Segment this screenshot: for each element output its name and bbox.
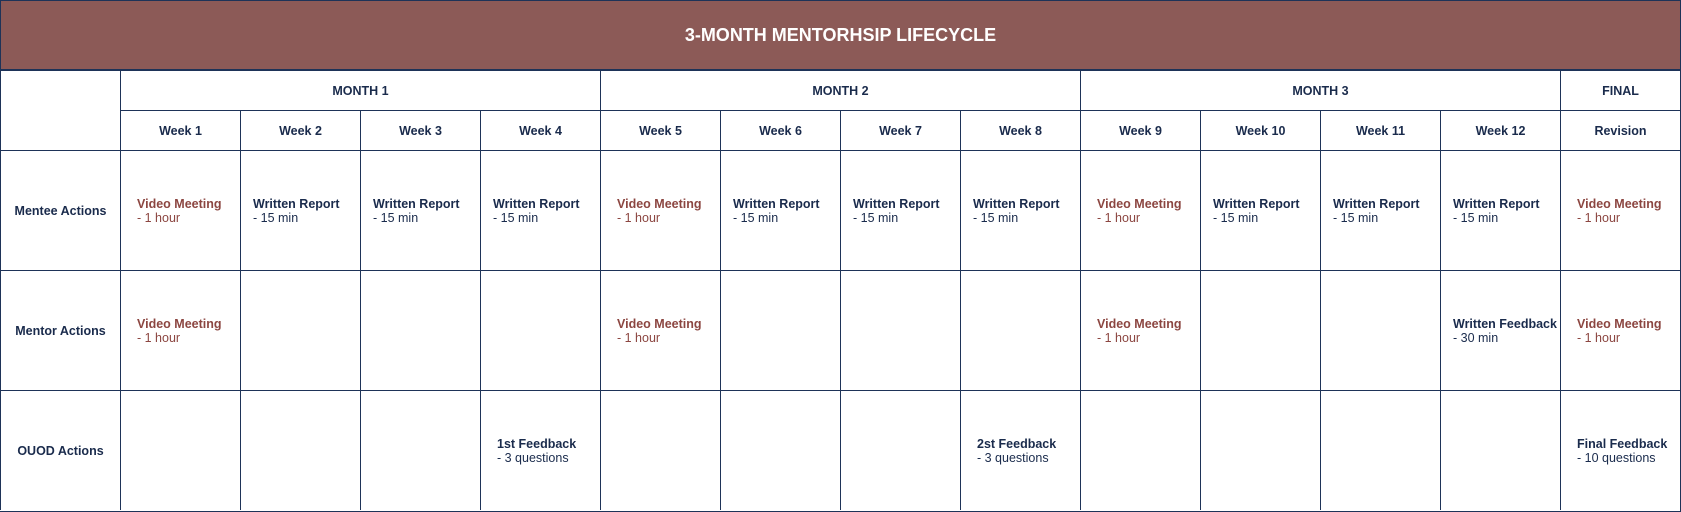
action-duration: - 3 questions <box>977 450 1049 465</box>
week-header-week-6: Week 6 <box>720 110 840 150</box>
action-cell <box>120 270 240 390</box>
week-header-week-1: Week 1 <box>120 110 240 150</box>
action-cell <box>1320 150 1440 270</box>
action-cell <box>720 150 840 270</box>
action-title: Written Report <box>493 196 580 211</box>
action-cell <box>1080 150 1200 270</box>
empty-cell <box>480 270 600 390</box>
action-duration: - 1 hour <box>1577 210 1621 225</box>
empty-cell <box>360 390 480 510</box>
empty-cell <box>1200 270 1320 390</box>
corner-cell <box>0 70 120 150</box>
week-header-week-4: Week 4 <box>480 110 600 150</box>
empty-cell <box>600 390 720 510</box>
action-title: Video Meeting <box>137 316 222 331</box>
action-cell <box>600 150 720 270</box>
week-header-week-9: Week 9 <box>1080 110 1200 150</box>
action-duration: - 15 min <box>373 210 419 225</box>
action-duration: - 1 hour <box>137 210 181 225</box>
action-cell <box>120 150 240 270</box>
action-cell <box>600 270 720 390</box>
week-header-week-2: Week 2 <box>240 110 360 150</box>
action-title: Video Meeting <box>1577 196 1662 211</box>
empty-cell <box>1080 390 1200 510</box>
action-title: Written Report <box>373 196 460 211</box>
empty-cell <box>1440 390 1560 510</box>
action-title: Video Meeting <box>617 196 702 211</box>
empty-cell <box>120 390 240 510</box>
empty-cell <box>960 270 1080 390</box>
action-duration: - 30 min <box>1453 330 1499 345</box>
empty-cell <box>720 270 840 390</box>
action-duration: - 15 min <box>973 210 1019 225</box>
title-banner <box>0 0 1681 70</box>
action-cell <box>1560 390 1680 510</box>
action-cell <box>1200 150 1320 270</box>
empty-cell <box>240 270 360 390</box>
action-duration: - 15 min <box>1213 210 1259 225</box>
action-duration: - 15 min <box>493 210 539 225</box>
action-title: Video Meeting <box>617 316 702 331</box>
action-title: 2st Feedback <box>977 436 1057 451</box>
action-title: Video Meeting <box>1097 196 1182 211</box>
action-duration: - 10 questions <box>1577 450 1656 465</box>
action-duration: - 15 min <box>733 210 779 225</box>
week-header-revision: Revision <box>1560 110 1680 150</box>
empty-cell <box>1200 390 1320 510</box>
action-duration: - 1 hour <box>1097 330 1141 345</box>
action-cell <box>1560 270 1680 390</box>
week-header-week-8: Week 8 <box>960 110 1080 150</box>
action-cell <box>360 150 480 270</box>
week-header-week-11: Week 11 <box>1320 110 1440 150</box>
empty-cell <box>360 270 480 390</box>
action-duration: - 15 min <box>253 210 299 225</box>
action-title: Written Report <box>253 196 340 211</box>
action-title: Video Meeting <box>137 196 222 211</box>
action-title: Written Report <box>1333 196 1420 211</box>
row-label-mentee-actions: Mentee Actions <box>0 150 120 270</box>
action-cell <box>1440 150 1560 270</box>
action-cell <box>1560 150 1680 270</box>
action-cell <box>1080 270 1200 390</box>
action-title: Written Report <box>853 196 940 211</box>
action-duration: - 15 min <box>853 210 899 225</box>
week-header-week-5: Week 5 <box>600 110 720 150</box>
month-header-month-2: MONTH 2 <box>600 70 1080 110</box>
row-label-mentor-actions: Mentor Actions <box>0 270 120 390</box>
month-header-final: FINAL <box>1560 70 1680 110</box>
action-cell <box>480 150 600 270</box>
action-title: Written Report <box>973 196 1060 211</box>
action-duration: - 1 hour <box>617 330 661 345</box>
empty-cell <box>1320 270 1440 390</box>
empty-cell <box>840 270 960 390</box>
month-header-month-3: MONTH 3 <box>1080 70 1560 110</box>
action-title: Written Report <box>733 196 820 211</box>
table-title: 3-MONTH MENTORHSIP LIFECYCLE <box>684 24 997 45</box>
action-cell <box>1440 270 1560 390</box>
week-header-week-10: Week 10 <box>1200 110 1320 150</box>
action-title: Written Report <box>1453 196 1540 211</box>
empty-cell <box>1320 390 1440 510</box>
action-duration: - 1 hour <box>137 330 181 345</box>
action-title: Final Feedback <box>1577 436 1668 451</box>
row-label-ouod-actions: OUOD Actions <box>0 390 120 510</box>
action-title: Written Feedback <box>1453 316 1557 331</box>
action-cell <box>480 390 600 510</box>
action-duration: - 3 questions <box>497 450 569 465</box>
action-duration: - 1 hour <box>1577 330 1621 345</box>
action-title: Video Meeting <box>1577 316 1662 331</box>
month-header-month-1: MONTH 1 <box>120 70 600 110</box>
action-cell <box>240 150 360 270</box>
empty-cell <box>720 390 840 510</box>
action-title: Written Report <box>1213 196 1300 211</box>
action-duration: - 15 min <box>1453 210 1499 225</box>
action-duration: - 15 min <box>1333 210 1379 225</box>
action-cell <box>840 150 960 270</box>
empty-cell <box>840 390 960 510</box>
week-header-week-3: Week 3 <box>360 110 480 150</box>
action-title: 1st Feedback <box>497 436 577 451</box>
action-cell <box>960 150 1080 270</box>
action-duration: - 1 hour <box>1097 210 1141 225</box>
week-header-week-12: Week 12 <box>1440 110 1560 150</box>
action-duration: - 1 hour <box>617 210 661 225</box>
empty-cell <box>240 390 360 510</box>
action-title: Video Meeting <box>1097 316 1182 331</box>
week-header-week-7: Week 7 <box>840 110 960 150</box>
action-cell <box>960 390 1080 510</box>
